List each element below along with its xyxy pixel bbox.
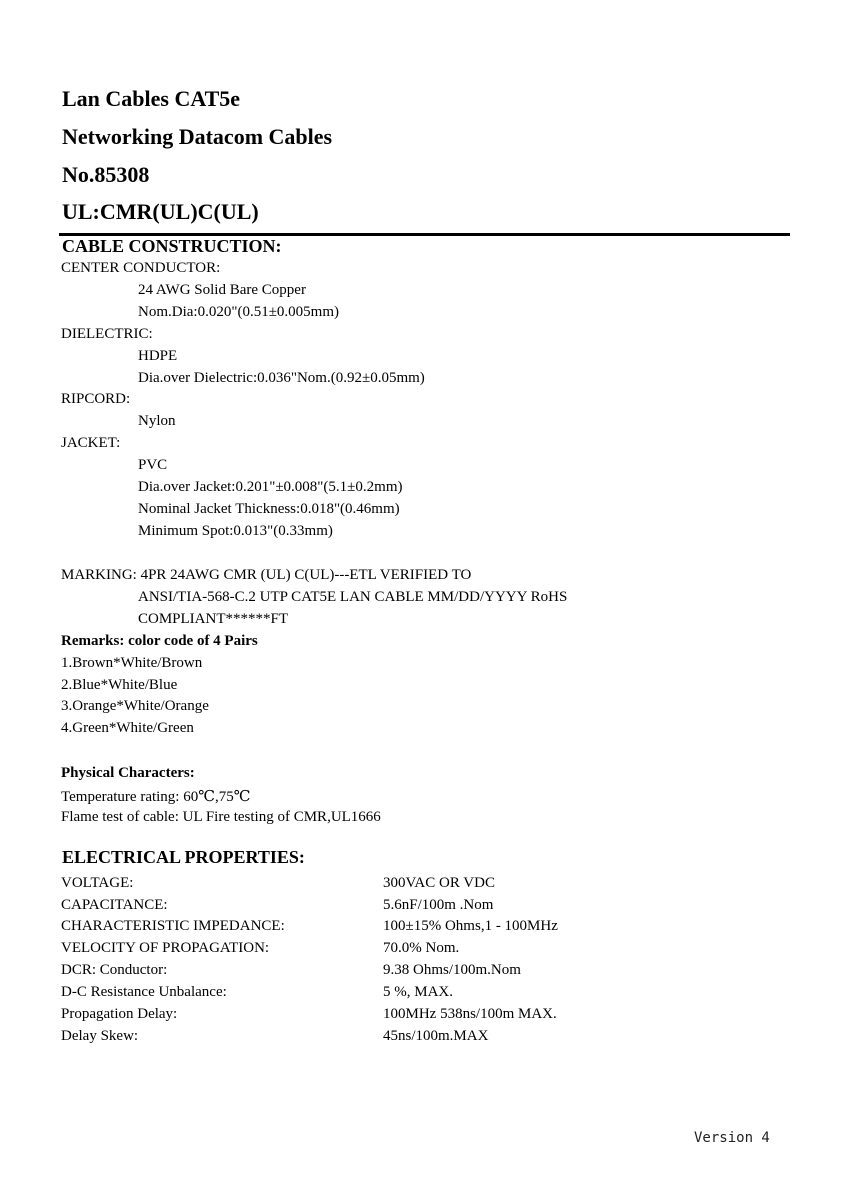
center-conductor-label: CENTER CONDUCTOR:	[61, 260, 221, 276]
version-label: Version 4	[694, 1130, 770, 1146]
construction-heading: CABLE CONSTRUCTION:	[62, 236, 282, 256]
jacket-thickness: Nominal Jacket Thickness:0.018"(0.46mm)	[138, 501, 400, 517]
electrical-value: 5.6nF/100m .Nom	[383, 897, 494, 913]
ripcord-material: Nylon	[138, 413, 176, 429]
jacket-material: PVC	[138, 457, 168, 473]
jacket-min-spot: Minimum Spot:0.013"(0.33mm)	[138, 523, 333, 539]
part-number: No.85308	[62, 162, 150, 187]
electrical-label: DCR: Conductor:	[61, 962, 168, 978]
marking-line-3: COMPLIANT******FT	[138, 611, 289, 627]
ripcord-label: RIPCORD:	[61, 391, 131, 407]
dielectric-label: DIELECTRIC:	[61, 326, 153, 342]
flame-test: Flame test of cable: UL Fire testing of CMR,UL1666	[61, 809, 381, 825]
temperature-rating: Temperature rating: 60℃,75℃	[61, 789, 251, 805]
electrical-label: CHARACTERISTIC IMPEDANCE:	[61, 918, 285, 934]
electrical-label: Delay Skew:	[61, 1028, 139, 1044]
physical-heading: Physical Characters:	[61, 765, 195, 781]
electrical-value: 45ns/100m.MAX	[383, 1028, 489, 1044]
remarks-heading: Remarks: color code of 4 Pairs	[61, 633, 258, 649]
electrical-label: Propagation Delay:	[61, 1006, 178, 1022]
electrical-value: 9.38 Ohms/100m.Nom	[383, 962, 521, 978]
electrical-value: 300VAC OR VDC	[383, 875, 495, 891]
electrical-label: VELOCITY OF PROPAGATION:	[61, 940, 270, 956]
jacket-label: JACKET:	[61, 435, 121, 451]
pair-item: 2.Blue*White/Blue	[61, 677, 178, 693]
center-conductor-diameter: Nom.Dia:0.020"(0.51±0.005mm)	[138, 304, 340, 320]
electrical-value: 100MHz 538ns/100m MAX.	[383, 1006, 557, 1022]
electrical-label: D-C Resistance Unbalance:	[61, 984, 227, 1000]
pair-item: 3.Orange*White/Orange	[61, 698, 209, 714]
electrical-value: 70.0% Nom.	[383, 940, 460, 956]
ul-rating: UL:CMR(UL)C(UL)	[62, 199, 259, 224]
dielectric-diameter: Dia.over Dielectric:0.036"Nom.(0.92±0.05mm)	[138, 370, 425, 386]
pair-item: 4.Green*White/Green	[61, 720, 194, 736]
dielectric-material: HDPE	[138, 348, 178, 364]
marking-line-1: MARKING: 4PR 24AWG CMR (UL) C(UL)---ETL VERIFIED TO	[61, 567, 472, 583]
electrical-heading: ELECTRICAL PROPERTIES:	[62, 847, 305, 867]
doc-title: Lan Cables CAT5e	[62, 86, 241, 111]
jacket-diameter: Dia.over Jacket:0.201"±0.008"(5.1±0.2mm)	[138, 479, 403, 495]
electrical-value: 100±15% Ohms,1 - 100MHz	[383, 918, 558, 934]
pair-item: 1.Brown*White/Brown	[61, 655, 203, 671]
doc-subtitle: Networking Datacom Cables	[62, 124, 333, 149]
electrical-label: CAPACITANCE:	[61, 897, 168, 913]
marking-line-2: ANSI/TIA-568-C.2 UTP CAT5E LAN CABLE MM/DD/YYYY RoHS	[138, 589, 568, 605]
center-conductor-material: 24 AWG Solid Bare Copper	[138, 282, 306, 298]
electrical-value: 5 %, MAX.	[383, 984, 453, 1000]
electrical-label: VOLTAGE:	[61, 875, 134, 891]
